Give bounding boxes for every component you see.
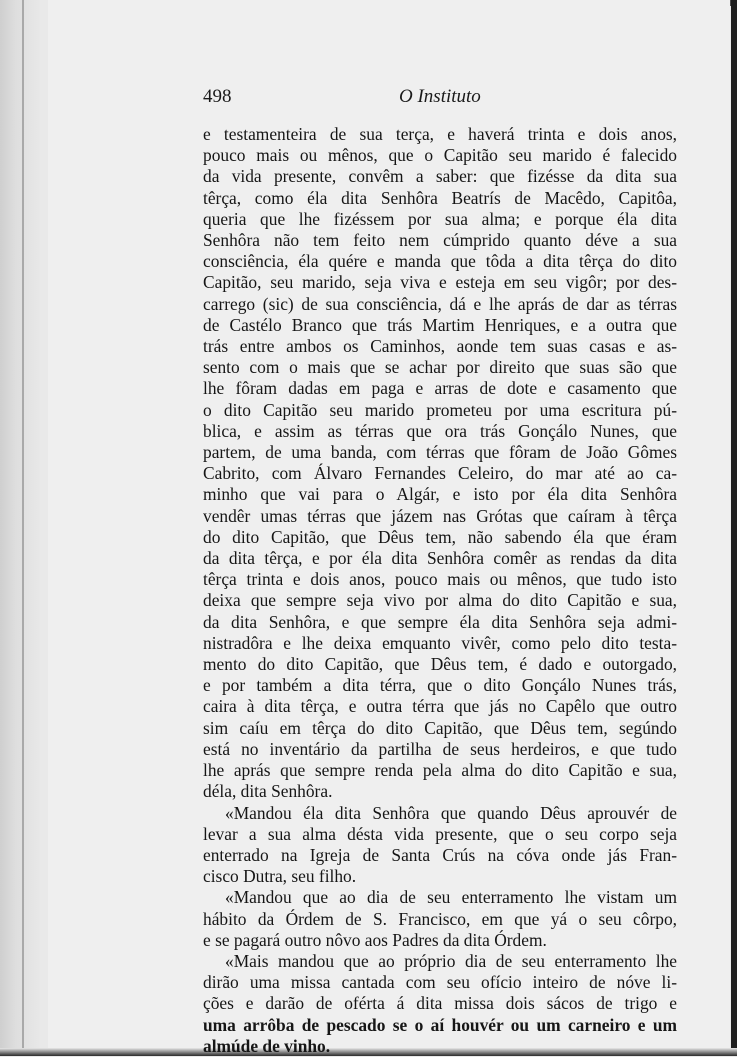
gutter-line bbox=[22, 0, 24, 1056]
text-line: deixa que sempre seja vivo por alma do dito Capitão e sua, bbox=[203, 590, 677, 611]
page-body-text bbox=[203, 124, 677, 1057]
text-line: trás entre ambos os Caminhos, aonde tem suas casas e as- bbox=[203, 336, 677, 357]
page-header bbox=[203, 86, 663, 110]
text-line: almúde de vinho. bbox=[203, 1035, 331, 1056]
text-line: dirão uma missa cantada com seu ofício inteiro de nóve li- bbox=[203, 972, 677, 993]
text-line: carrego (sic) de sua consciência, dá e lhe aprás de dar as térras bbox=[203, 293, 677, 314]
scan-right-edge bbox=[731, 0, 737, 1056]
text-line: nistradôra e lhe deixa emquanto vivêr, como pelo dito testa- bbox=[203, 632, 677, 653]
text-line: mento do dito Capitão, que Dêus tem, é dado e outorgado, bbox=[203, 654, 677, 675]
running-title: O Instituto bbox=[399, 86, 481, 107]
text-line: sento com o mais que se achar por direito que suas são que bbox=[203, 357, 677, 378]
text-line: cisco Dutra, seu filho. bbox=[203, 866, 357, 887]
text-line: e se pagará outro nôvo aos Padres da dita Órdem. bbox=[203, 929, 547, 950]
text-line: do dito Capitão, que Dêus tem, não sabendo éla que éram bbox=[203, 526, 677, 547]
text-line: minho que vai para o Algár, e isto por éla dita Senhôra bbox=[203, 484, 677, 505]
text-line: consciência, éla quére e manda que tôda a dita têrça do dito bbox=[203, 251, 677, 272]
text-line: Cabrito, com Álvaro Fernandes Celeiro, do mar até ao ca- bbox=[203, 463, 677, 484]
text-line: «Mandou que ao dia de seu enterramento lhe vistam um bbox=[225, 887, 677, 908]
text-line: e por também a dita térra, que o dito Gonçálo Nunes trás, bbox=[203, 675, 677, 696]
text-line: déla, dita Senhôra. bbox=[203, 781, 333, 802]
text-line: sim caíu em têrça do dito Capitão, que Dêus tem, segúndo bbox=[203, 717, 677, 738]
text-line: enterrado na Igreja de Santa Crús na cóva onde jás Fran- bbox=[203, 844, 677, 865]
text-line: vendêr umas térras que jázem nas Grótas que caíram à têrça bbox=[203, 505, 677, 526]
text-line: hábito da Órdem de S. Francisco, em que yá o seu côrpo, bbox=[203, 908, 677, 929]
text-line: da dita têrça, e por éla dita Senhôra comêr as rendas da dita bbox=[203, 548, 677, 569]
text-line: caira à dita têrça, e outra térra que jás no Capêlo que outro bbox=[203, 696, 677, 717]
text-line: lhe fôram dadas em paga e arras de dote e casamento que bbox=[203, 378, 677, 399]
text-line: têrça trinta e dois anos, pouco mais ou mênos, que tudo isto bbox=[203, 569, 677, 590]
text-line: blica, e assim as térras que ora trás Gonçálo Nunes, que bbox=[203, 420, 677, 441]
text-line: Senhôra não tem feito nem cúmprido quanto déve a sua bbox=[203, 230, 677, 251]
text-line: lhe aprás que sempre renda pela alma do dito Capitão e sua, bbox=[203, 760, 677, 781]
text-line: «Mandou éla dita Senhôra que quando Dêus aprouvér de bbox=[225, 802, 677, 823]
text-line: queria que lhe fizéssem por sua alma; e porque éla dita bbox=[203, 208, 677, 229]
text-line: o dito Capitão seu marido prometeu por uma escritura pú- bbox=[203, 399, 677, 420]
text-line: Capitão, seu marido, seja viva e esteja em seu vigôr; por des- bbox=[203, 272, 677, 293]
text-line: uma arrôba de pescado se o aí houvér ou um carneiro e um bbox=[203, 1014, 677, 1035]
book-spine-shadow bbox=[0, 0, 40, 1056]
text-line: está no inventário da partilha de seus herdeiros, e que tudo bbox=[203, 738, 677, 759]
text-line: da vida presente, convêm a saber: que fizésse da dita sua bbox=[203, 166, 677, 187]
text-line: pouco mais ou mênos, que o Capitão seu marido é falecido bbox=[203, 145, 677, 166]
text-line: partem, de uma banda, com térras que fôram de João Gômes bbox=[203, 442, 677, 463]
text-line: e testamenteira de sua terça, e haverá trinta e dois anos, bbox=[203, 124, 677, 144]
text-line: levar a sua alma désta vida presente, que o seu corpo seja bbox=[203, 823, 677, 844]
text-line: «Mais mandou que ao próprio dia de seu enterramento lhe bbox=[225, 950, 677, 971]
text-line: ções e darão de oférta á dita missa dois sácos de trigo e bbox=[203, 993, 677, 1014]
text-line: têrça, como éla dita Senhôra Beatrís de Macêdo, Capitôa, bbox=[203, 187, 677, 208]
text-line: da dita Senhôra, e que sempre éla dita Senhôra seja admi- bbox=[203, 611, 677, 632]
text-line: de Castélo Branco que trás Martim Henriques, e a outra que bbox=[203, 314, 677, 335]
page-number: 498 bbox=[203, 86, 232, 107]
